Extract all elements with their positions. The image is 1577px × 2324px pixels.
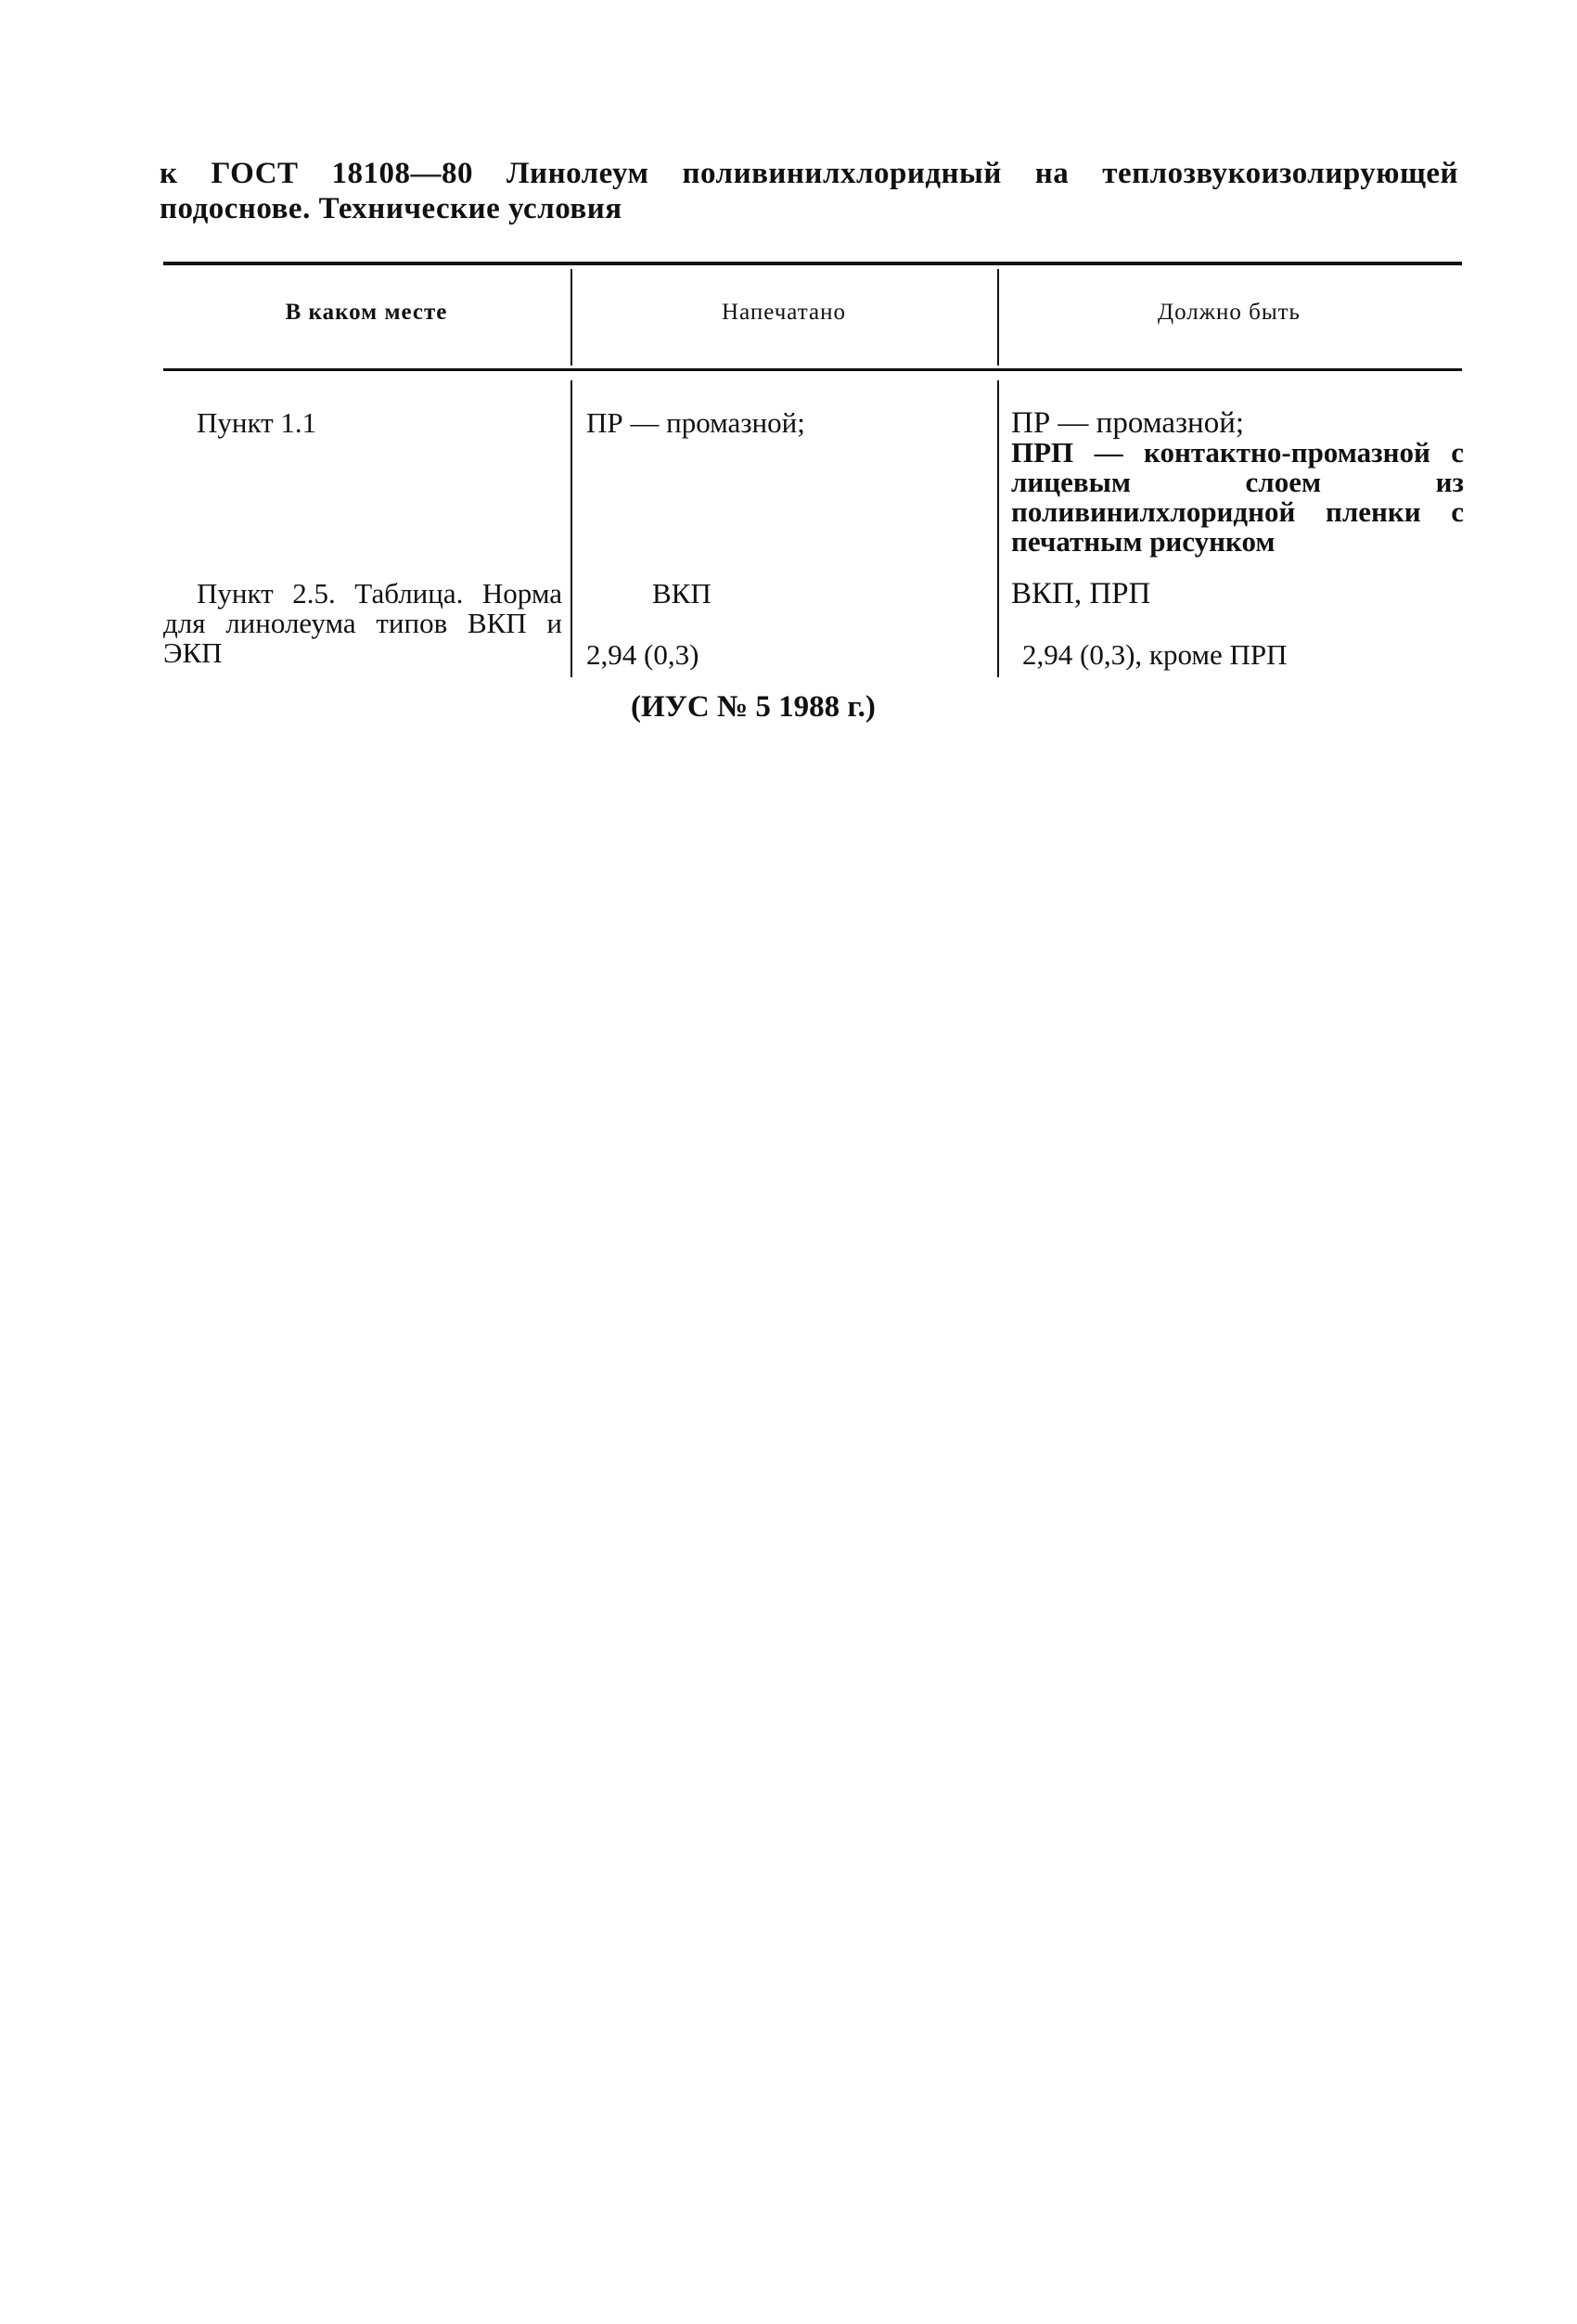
row1-should-be-line2: ПРП — контактно-промазной с лицевым слоем из поливинилхлоридной пленки с печатным рисунком (1011, 436, 1464, 558)
source-note: (ИУС № 5 1988 г.) (631, 690, 876, 724)
header-place: В каком месте (285, 300, 448, 325)
row2-printed-b: 2,94 (0,3) (586, 638, 699, 671)
column-divider (571, 269, 572, 366)
column-divider (571, 380, 572, 677)
row2-should-be-a: ВКП, ПРП (1011, 577, 1151, 610)
column-divider (997, 380, 999, 677)
column-divider (997, 269, 999, 366)
header-printed: Напечатано (722, 300, 846, 325)
table-top-rule (163, 262, 1462, 265)
row1-should-be-line1: ПР — промазной; (1011, 406, 1245, 440)
header-should-be: Должно быть (1158, 300, 1301, 325)
row1-place: Пункт 1.1 (197, 406, 317, 439)
row2-place: Пункт 2.5. Таблица. Норма для линолеума типов ВКП и ЭКП (163, 577, 562, 669)
document-title: к ГОСТ 18108—80 Линолеум поливинилхлоридный на теплозвукоизолирующей подоснове. Технические условия (160, 157, 1458, 225)
row2-should-be-b: 2,94 (0,3), кроме ПРП (1022, 638, 1288, 671)
table-header-rule (163, 368, 1462, 371)
row1-printed: ПР — промазной; (586, 406, 805, 439)
row2-printed-a: ВКП (652, 577, 712, 610)
